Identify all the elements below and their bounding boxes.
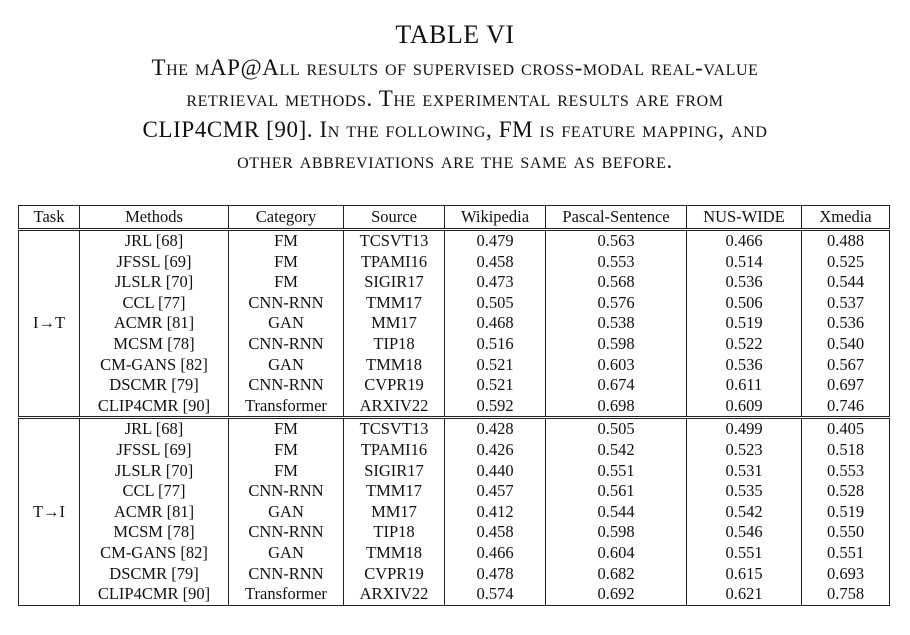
table-cell: 0.758	[802, 584, 890, 605]
table-cell: 0.468	[445, 313, 546, 334]
table-cell: 0.514	[687, 252, 802, 273]
table-cell: CCL [77]	[80, 293, 229, 314]
table-cell: CM-GANS [82]	[80, 543, 229, 564]
table-row	[19, 502, 890, 523]
table-cell: TCSVT13	[344, 230, 445, 252]
header-source: Source	[344, 206, 445, 230]
table-cell: CVPR19	[344, 564, 445, 585]
table-cell: CCL [77]	[80, 481, 229, 502]
table-cell: 0.525	[802, 252, 890, 273]
table-cell: 0.542	[546, 440, 687, 461]
table-cell: 0.499	[687, 418, 802, 440]
table-cell: 0.535	[687, 481, 802, 502]
table-cell: 0.466	[445, 543, 546, 564]
table-row	[19, 230, 890, 252]
table-cell: 0.598	[546, 334, 687, 355]
table-cell: 0.536	[802, 313, 890, 334]
table-cell: JFSSL [69]	[80, 440, 229, 461]
table-row	[19, 252, 890, 273]
table-cell: 0.473	[445, 272, 546, 293]
table-cell: 0.682	[546, 564, 687, 585]
header-category: Category	[229, 206, 344, 230]
table-cell: 0.544	[802, 272, 890, 293]
table-row	[19, 313, 890, 334]
table-cell: TMM17	[344, 481, 445, 502]
table-cell: 0.692	[546, 584, 687, 605]
table-caption	[0, 18, 910, 176]
table-cell: 0.574	[445, 584, 546, 605]
table-cell: 0.536	[687, 272, 802, 293]
table-cell: CNN-RNN	[229, 481, 344, 502]
table-cell: 0.440	[445, 461, 546, 482]
header-task: Task	[19, 206, 80, 230]
table-cell: 0.746	[802, 396, 890, 418]
table-cell: 0.412	[445, 502, 546, 523]
table-cell: CLIP4CMR [90]	[80, 584, 229, 605]
table-row	[19, 418, 890, 440]
table-cell: 0.611	[687, 375, 802, 396]
table-cell: TMM18	[344, 355, 445, 376]
table-cell: FM	[229, 272, 344, 293]
table-cell: 0.551	[802, 543, 890, 564]
table-cell: 0.426	[445, 440, 546, 461]
caption-line-4: other abbreviations are the same as before.	[237, 148, 673, 173]
table-cell: ACMR [81]	[80, 502, 229, 523]
table-cell: 0.531	[687, 461, 802, 482]
table-row	[19, 440, 890, 461]
table-cell: 0.544	[546, 502, 687, 523]
table-cell: JLSLR [70]	[80, 461, 229, 482]
table-cell: TIP18	[344, 334, 445, 355]
table-cell: 0.603	[546, 355, 687, 376]
table-cell: FM	[229, 418, 344, 440]
table-body	[19, 230, 890, 606]
table-cell: DSCMR [79]	[80, 564, 229, 585]
table-cell: JFSSL [69]	[80, 252, 229, 273]
table-cell: 0.479	[445, 230, 546, 252]
table-cell: 0.528	[802, 481, 890, 502]
table-cell: 0.698	[546, 396, 687, 418]
table-cell: 0.538	[546, 313, 687, 334]
table-cell: 0.674	[546, 375, 687, 396]
header-nus-wide: NUS-WIDE	[687, 206, 802, 230]
table-cell: 0.523	[687, 440, 802, 461]
table-cell: 0.550	[802, 522, 890, 543]
table-cell: 0.519	[687, 313, 802, 334]
table-cell: 0.546	[687, 522, 802, 543]
table-cell: TPAMI16	[344, 252, 445, 273]
table-cell: CNN-RNN	[229, 564, 344, 585]
table-cell: CLIP4CMR [90]	[80, 396, 229, 418]
results-table	[18, 205, 890, 606]
header-pascal-sentence: Pascal-Sentence	[546, 206, 687, 230]
table-cell: TMM18	[344, 543, 445, 564]
table-cell: 0.478	[445, 564, 546, 585]
table-row	[19, 481, 890, 502]
table-cell: CVPR19	[344, 375, 445, 396]
task-cell: I→T	[19, 230, 80, 418]
caption-line-1: The mAP@All results of supervised cross-modal real-value	[151, 55, 759, 80]
table-row	[19, 355, 890, 376]
table-cell: 0.488	[802, 230, 890, 252]
table-cell: 0.521	[445, 355, 546, 376]
table-row	[19, 461, 890, 482]
table-cell: 0.540	[802, 334, 890, 355]
table-cell: JLSLR [70]	[80, 272, 229, 293]
table-cell: 0.537	[802, 293, 890, 314]
table-cell: MCSM [78]	[80, 522, 229, 543]
table-cell: Transformer	[229, 396, 344, 418]
table-cell: 0.615	[687, 564, 802, 585]
table-cell: 0.505	[445, 293, 546, 314]
table-cell: 0.553	[546, 252, 687, 273]
table-cell: TPAMI16	[344, 440, 445, 461]
table-cell: TCSVT13	[344, 418, 445, 440]
table-cell: MM17	[344, 313, 445, 334]
table-cell: FM	[229, 230, 344, 252]
table-cell: 0.592	[445, 396, 546, 418]
table-cell: 0.505	[546, 418, 687, 440]
table-cell: 0.506	[687, 293, 802, 314]
table-cell: TIP18	[344, 522, 445, 543]
table-cell: JRL [68]	[80, 230, 229, 252]
table-row	[19, 543, 890, 564]
table-cell: 0.521	[445, 375, 546, 396]
table-cell: 0.516	[445, 334, 546, 355]
table-label: TABLE VI	[395, 20, 515, 49]
table-cell: FM	[229, 461, 344, 482]
table-cell: 0.553	[802, 461, 890, 482]
table-cell: 0.563	[546, 230, 687, 252]
table-cell: MM17	[344, 502, 445, 523]
table-cell: 0.466	[687, 230, 802, 252]
table-cell: GAN	[229, 543, 344, 564]
table-cell: 0.598	[546, 522, 687, 543]
table-cell: MCSM [78]	[80, 334, 229, 355]
table-cell: JRL [68]	[80, 418, 229, 440]
table-cell: Transformer	[229, 584, 344, 605]
table-cell: SIGIR17	[344, 461, 445, 482]
table-cell: 0.697	[802, 375, 890, 396]
table-cell: GAN	[229, 502, 344, 523]
table-cell: 0.518	[802, 440, 890, 461]
table-cell: 0.551	[687, 543, 802, 564]
caption-line-2: retrieval methods. The experimental results are from	[186, 86, 724, 111]
table-cell: ACMR [81]	[80, 313, 229, 334]
table-row	[19, 375, 890, 396]
table-cell: CNN-RNN	[229, 334, 344, 355]
table-cell: 0.458	[445, 522, 546, 543]
header-methods: Methods	[80, 206, 229, 230]
table-cell: TMM17	[344, 293, 445, 314]
table-cell: 0.551	[546, 461, 687, 482]
header-xmedia: Xmedia	[802, 206, 890, 230]
table-cell: 0.604	[546, 543, 687, 564]
table-cell: 0.567	[802, 355, 890, 376]
table-cell: 0.457	[445, 481, 546, 502]
table-cell: 0.576	[546, 293, 687, 314]
table-cell: 0.522	[687, 334, 802, 355]
table-cell: 0.609	[687, 396, 802, 418]
table-row	[19, 293, 890, 314]
table-cell: 0.428	[445, 418, 546, 440]
table-cell: SIGIR17	[344, 272, 445, 293]
table-cell: 0.561	[546, 481, 687, 502]
table-row	[19, 396, 890, 418]
table-cell: DSCMR [79]	[80, 375, 229, 396]
table-cell: CNN-RNN	[229, 522, 344, 543]
table-cell: CNN-RNN	[229, 293, 344, 314]
header-row	[19, 206, 890, 230]
table-cell: CNN-RNN	[229, 375, 344, 396]
table-cell: 0.693	[802, 564, 890, 585]
table-cell: 0.458	[445, 252, 546, 273]
table-row	[19, 584, 890, 605]
table-cell: 0.621	[687, 584, 802, 605]
table-row	[19, 334, 890, 355]
table-cell: ARXIV22	[344, 396, 445, 418]
table-cell: 0.519	[802, 502, 890, 523]
table-row	[19, 564, 890, 585]
table-cell: FM	[229, 252, 344, 273]
table-cell: 0.542	[687, 502, 802, 523]
table-cell: GAN	[229, 313, 344, 334]
task-cell: T→I	[19, 418, 80, 605]
table-cell: CM-GANS [82]	[80, 355, 229, 376]
header-wikipedia: Wikipedia	[445, 206, 546, 230]
table-cell: GAN	[229, 355, 344, 376]
table-row	[19, 272, 890, 293]
table-cell: 0.568	[546, 272, 687, 293]
table-cell: 0.536	[687, 355, 802, 376]
table-cell: FM	[229, 440, 344, 461]
table-row	[19, 522, 890, 543]
table-cell: ARXIV22	[344, 584, 445, 605]
caption-line-3: CLIP4CMR [90]. In the following, FM is feature mapping, and	[142, 117, 768, 142]
table-cell: 0.405	[802, 418, 890, 440]
